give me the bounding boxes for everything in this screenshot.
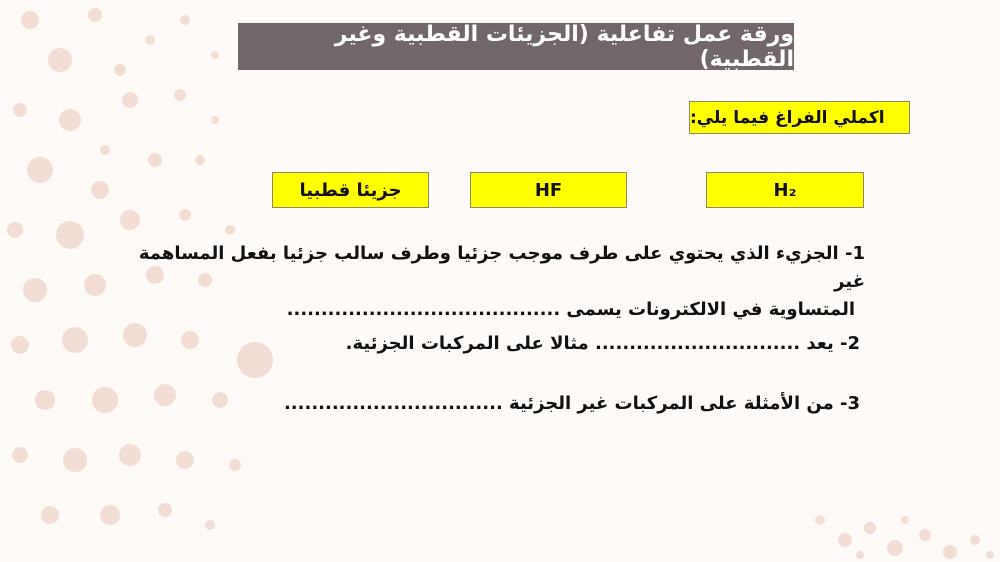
decor-dot: [179, 209, 191, 221]
decor-dot: [237, 342, 273, 378]
word-bank-item-hf[interactable]: HF: [470, 172, 627, 208]
decor-dot: [943, 545, 957, 559]
decor-dot: [48, 48, 72, 72]
decor-dot: [195, 155, 205, 165]
decor-dot: [864, 522, 876, 534]
decor-dot: [63, 448, 87, 472]
decor-dot: [174, 89, 186, 101]
decor-dot: [84, 274, 106, 296]
decor-dot: [23, 278, 47, 302]
decor-dot: [120, 210, 140, 230]
decor-dot: [838, 533, 852, 547]
decor-dot: [229, 459, 241, 471]
decor-dot: [887, 540, 903, 556]
decor-dot: [114, 64, 126, 76]
decor-dot: [123, 323, 147, 347]
question-3: 3- من الأمثلة على المركبات غير الجزئية ................................: [283, 393, 860, 414]
decor-dot: [119, 444, 141, 466]
decor-dot: [100, 505, 120, 525]
word-bank-item-h2[interactable]: H₂: [706, 172, 864, 208]
decor-dot: [211, 116, 219, 124]
word-bank-item-polar-molecule[interactable]: جزيئا قطبيا: [272, 172, 429, 208]
decor-dot: [212, 392, 228, 408]
decor-dot: [181, 331, 199, 349]
instruction-label: اكملي الفراغ فيما يلي:: [689, 101, 910, 134]
question-1: [130, 240, 865, 324]
decor-dot: [986, 551, 994, 559]
decor-dot: [205, 520, 215, 530]
decor-dot: [59, 109, 81, 131]
decor-dot: [901, 516, 909, 524]
decor-dot: [100, 145, 110, 155]
decor-dot: [970, 535, 980, 545]
decor-dot: [180, 15, 190, 25]
decor-dot: [919, 529, 931, 541]
decor-dot: [154, 384, 176, 406]
decor-dot: [27, 157, 53, 183]
decor-dot: [35, 390, 55, 410]
decor-dot: [856, 551, 864, 559]
question-1-line-1: 1- الجزيء الذي يحتوي على طرف موجب جزئيا وطرف سالب جزئيا بفعل المساهمة غير: [138, 243, 865, 292]
decor-dot: [815, 515, 825, 525]
decor-dot: [158, 503, 172, 517]
question-1-line-2: المتساوية في الالكترونات يسمى ........................................: [286, 299, 855, 320]
decor-dot: [62, 327, 88, 353]
decor-dot: [145, 35, 155, 45]
page-title: ورقة عمل تفاعلية (الجزيئات القطبية وغير القطبية): [238, 23, 794, 70]
decor-dot: [148, 153, 162, 167]
decor-dot: [12, 447, 28, 463]
decor-dot: [56, 221, 84, 249]
decor-dot: [225, 225, 235, 235]
decor-dot: [176, 451, 194, 469]
decor-dot: [92, 387, 118, 413]
decor-dot: [211, 51, 219, 59]
decor-dot: [91, 181, 109, 199]
decor-dot: [122, 92, 138, 108]
decor-dot: [21, 11, 39, 29]
word-bank: [272, 172, 864, 208]
decor-dot: [7, 222, 23, 238]
decor-dot: [88, 8, 102, 22]
question-2: 2- يعد .............................. مثالا على المركبات الجزئية.: [345, 333, 860, 354]
decor-dot: [13, 103, 27, 117]
decor-dot: [41, 506, 59, 524]
decor-dot: [11, 336, 29, 354]
